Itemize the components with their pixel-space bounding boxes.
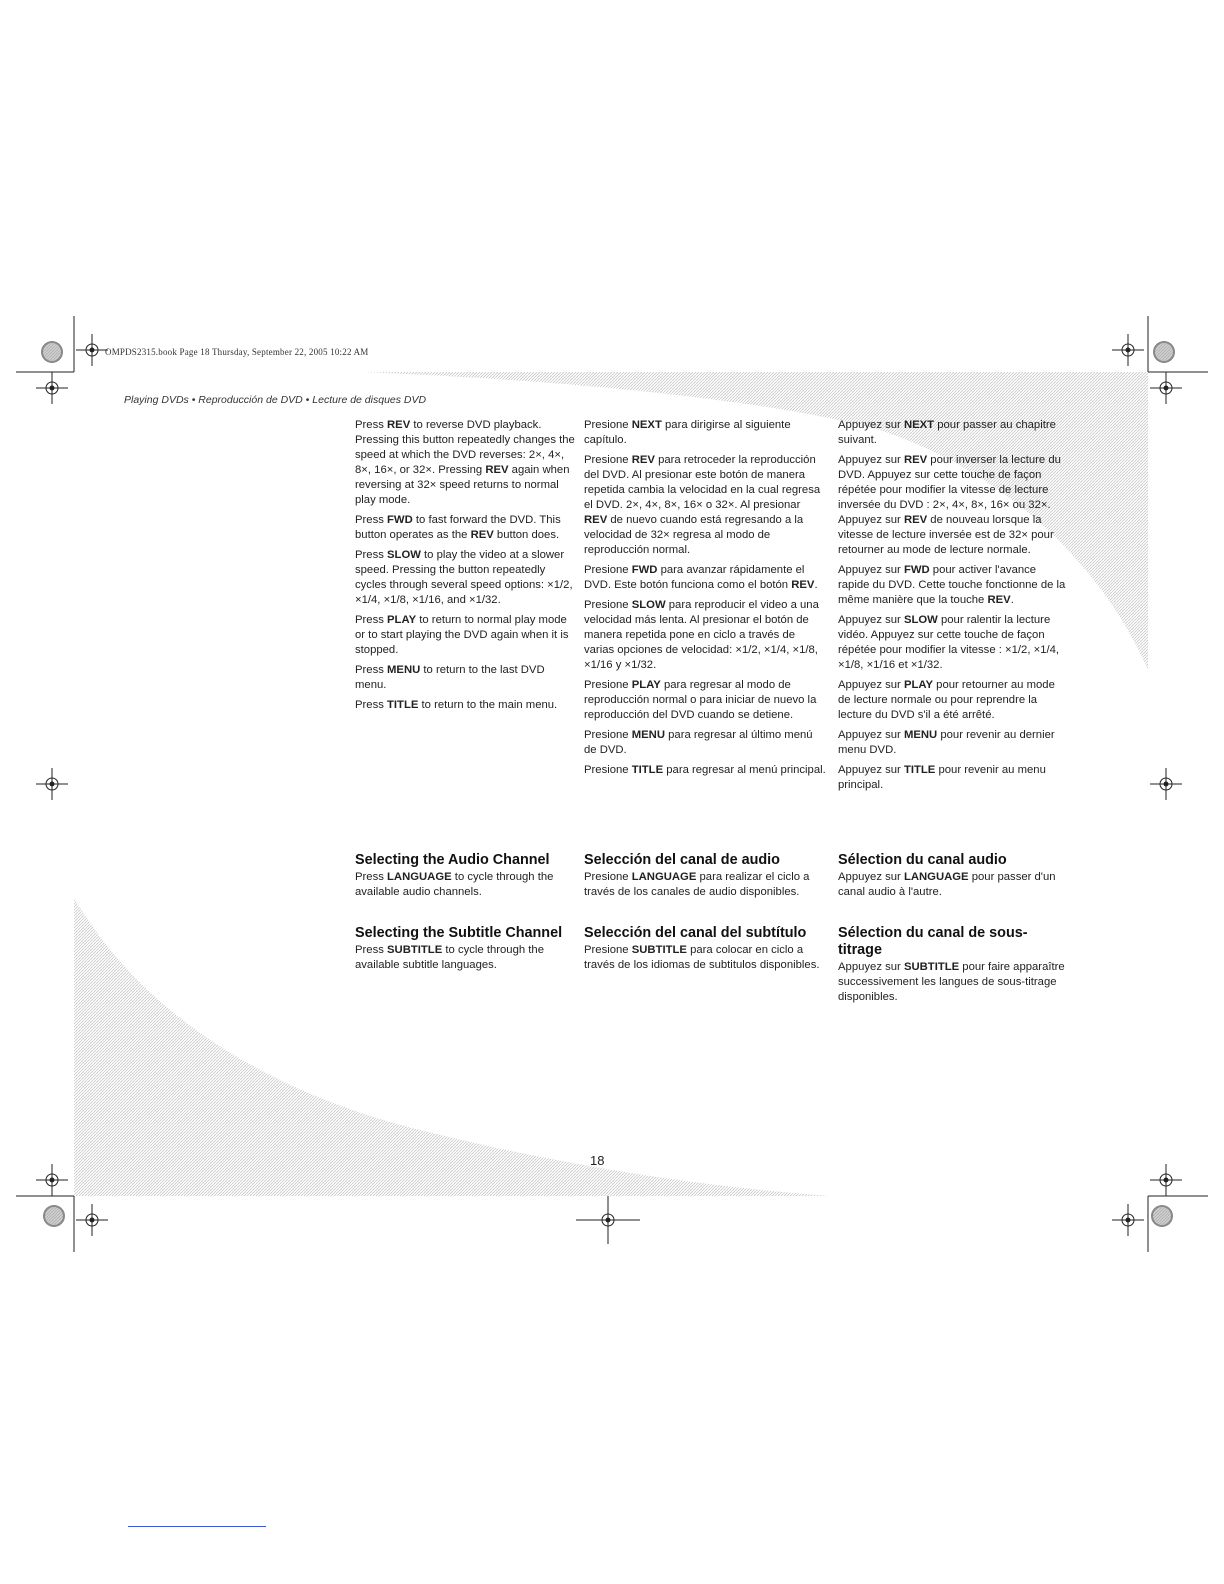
crosshair-icon	[1150, 768, 1182, 800]
registration-dot-icon	[1153, 341, 1175, 363]
paragraph-next: Presione NEXT para dirigirse al siguiente capítulo.	[584, 419, 791, 446]
paragraph-menu: Press MENU to return to the last DVD menu.	[355, 664, 545, 691]
paragraph-next: Appuyez sur NEXT pour passer au chapitre suivant.	[838, 419, 1056, 446]
paragraph-slow: Presione SLOW para reproducir el video a una velocidad más lenta. Al presionar el botón de manera repetida pone en ciclo a través de varias opciones de velocidad: ×1/2, ×1/4, ×1/8, ×1/16 y ×1/32.	[584, 599, 819, 671]
paragraph-play: Appuyez sur PLAY pour retourner au mode de lecture normale ou pour reprendre la lecture du DVD s'il a été arrêté.	[838, 679, 1055, 721]
running-head: Playing DVDs • Reproducción de DVD • Lecture de disques DVD	[124, 394, 427, 406]
crosshair-icon	[1150, 372, 1182, 404]
paragraph-rev: Presione REV para retroceder la reproducción del DVD. Al presionar este botón de manera repetida cambia la velocidad en la cual regresa el DVD. 2×, 4×, 8×, 16× o 32×. Al presionar REV de nuevo cuando está regresando a la velocidad de 32× regresa al modo de reproducción normal.	[584, 454, 821, 556]
spanish-subtitle-section: Selección del canal del subtítulo Presione SUBTITLE para colocar en ciclo a través de los idiomas de subtitulos disponibles.	[584, 925, 826, 978]
crosshair-icon	[76, 334, 108, 366]
english-column	[355, 418, 577, 718]
paragraph-fwd: Presione FWD para avanzar rápidamente el DVD. Este botón funciona como el botón REV.	[584, 564, 818, 591]
french-audio-section: Sélection du canal audio Appuyez sur LANGUAGE pour passer d'un canal audio à l'autre.	[838, 852, 1070, 905]
section-heading: Sélection du canal audio	[838, 852, 1007, 868]
spanish-audio-section: Selección del canal de audio Presione LANGUAGE para realizar el ciclo a través de los canales de audio disponibles.	[584, 852, 826, 905]
crosshair-icon	[1150, 1164, 1182, 1196]
section-heading: Sélection du canal de sous-titrage	[838, 925, 1028, 958]
crosshair-icon	[36, 1164, 68, 1196]
registration-dot-icon	[1151, 1205, 1173, 1227]
paragraph-title: Presione TITLE para regresar al menú principal.	[584, 764, 826, 776]
section-heading: Selecting the Audio Channel	[355, 852, 550, 868]
paragraph-rev: Appuyez sur REV pour inverser la lecture du DVD. Appuyez sur cette touche de façon répétée pour modifier la vitesse de lecture inversée du DVD : 2×, 4×, 8×, 16× ou 32×. Appuyez sur REV de nouveau lorsque la vitesse de lecture inversée est de 32× pour retourner au mode de lecture normale.	[838, 454, 1061, 556]
paragraph-fwd: Press FWD to fast forward the DVD. This button operates as the REV button does.	[355, 514, 561, 541]
footnote-separator	[128, 1526, 266, 1527]
crosshair-icon	[36, 372, 68, 404]
paragraph-slow: Press SLOW to play the video at a slower speed. Pressing the button repeatedly cycles through several speed options: ×1/2, ×1/4, ×1/8, ×1/16, and ×1/32.	[355, 549, 573, 606]
registration-dot-icon	[43, 1205, 65, 1227]
paragraph-slow: Appuyez sur SLOW pour ralentir la lecture vidéo. Appuyez sur cette touche de façon répétée pour modifier la vitesse : ×1/2, ×1/4, ×1/8, ×1/16 et ×1/32.	[838, 614, 1060, 671]
file-info-line: OMPDS2315.book Page 18 Thursday, September 22, 2005 10:22 AM	[105, 347, 369, 357]
paragraph-play: Press PLAY to return to normal play mode or to start playing the DVD again when it is stopped.	[355, 614, 569, 656]
section-heading: Selección del canal de audio	[584, 852, 780, 868]
paragraph-rev: Press REV to reverse DVD playback. Pressing this button repeatedly changes the speed at which the DVD reverses: 2×, 4×, 8×, 16×, or 32×. Pressing REV again when reversing at 32× speed returns to normal play mode.	[355, 419, 575, 506]
crosshair-icon	[1112, 1204, 1144, 1236]
section-heading: Selección del canal del subtítulo	[584, 925, 807, 941]
crosshair-icon	[36, 768, 68, 800]
page-number: 18	[590, 1153, 605, 1168]
paragraph-play: Presione PLAY para regresar al modo de reproducción normal o para iniciar de nuevo la reproducción del DVD cuando se detiene.	[584, 679, 817, 721]
spanish-column	[584, 418, 826, 783]
english-subtitle-section: Selecting the Subtitle Channel Press SUBTITLE to cycle through the available subtitle languages.	[355, 925, 577, 978]
french-column	[838, 418, 1070, 798]
crosshair-icon	[1112, 334, 1144, 366]
english-audio-section: Selecting the Audio Channel Press LANGUAGE to cycle through the available audio channels.	[355, 852, 577, 905]
paragraph-title: Press TITLE to return to the main menu.	[355, 699, 558, 711]
paragraph-menu: Presione MENU para regresar al último menú de DVD.	[584, 729, 813, 756]
crosshair-icon	[76, 1204, 108, 1236]
paragraph-title: Appuyez sur TITLE pour revenir au menu principal.	[838, 764, 1046, 791]
registration-dot-icon	[41, 341, 63, 363]
paragraph-menu: Appuyez sur MENU pour revenir au dernier menu DVD.	[838, 729, 1055, 756]
paragraph-fwd: Appuyez sur FWD pour activer l'avance rapide du DVD. Cette touche fonctionne de la même manière que la touche REV.	[838, 564, 1066, 606]
section-heading: Selecting the Subtitle Channel	[355, 925, 563, 941]
french-subtitle-section: Sélection du canal de sous-titrage Appuyez sur SUBTITLE pour faire apparaître successivement les langues de sous-titrage disponibles.	[838, 925, 1070, 1010]
